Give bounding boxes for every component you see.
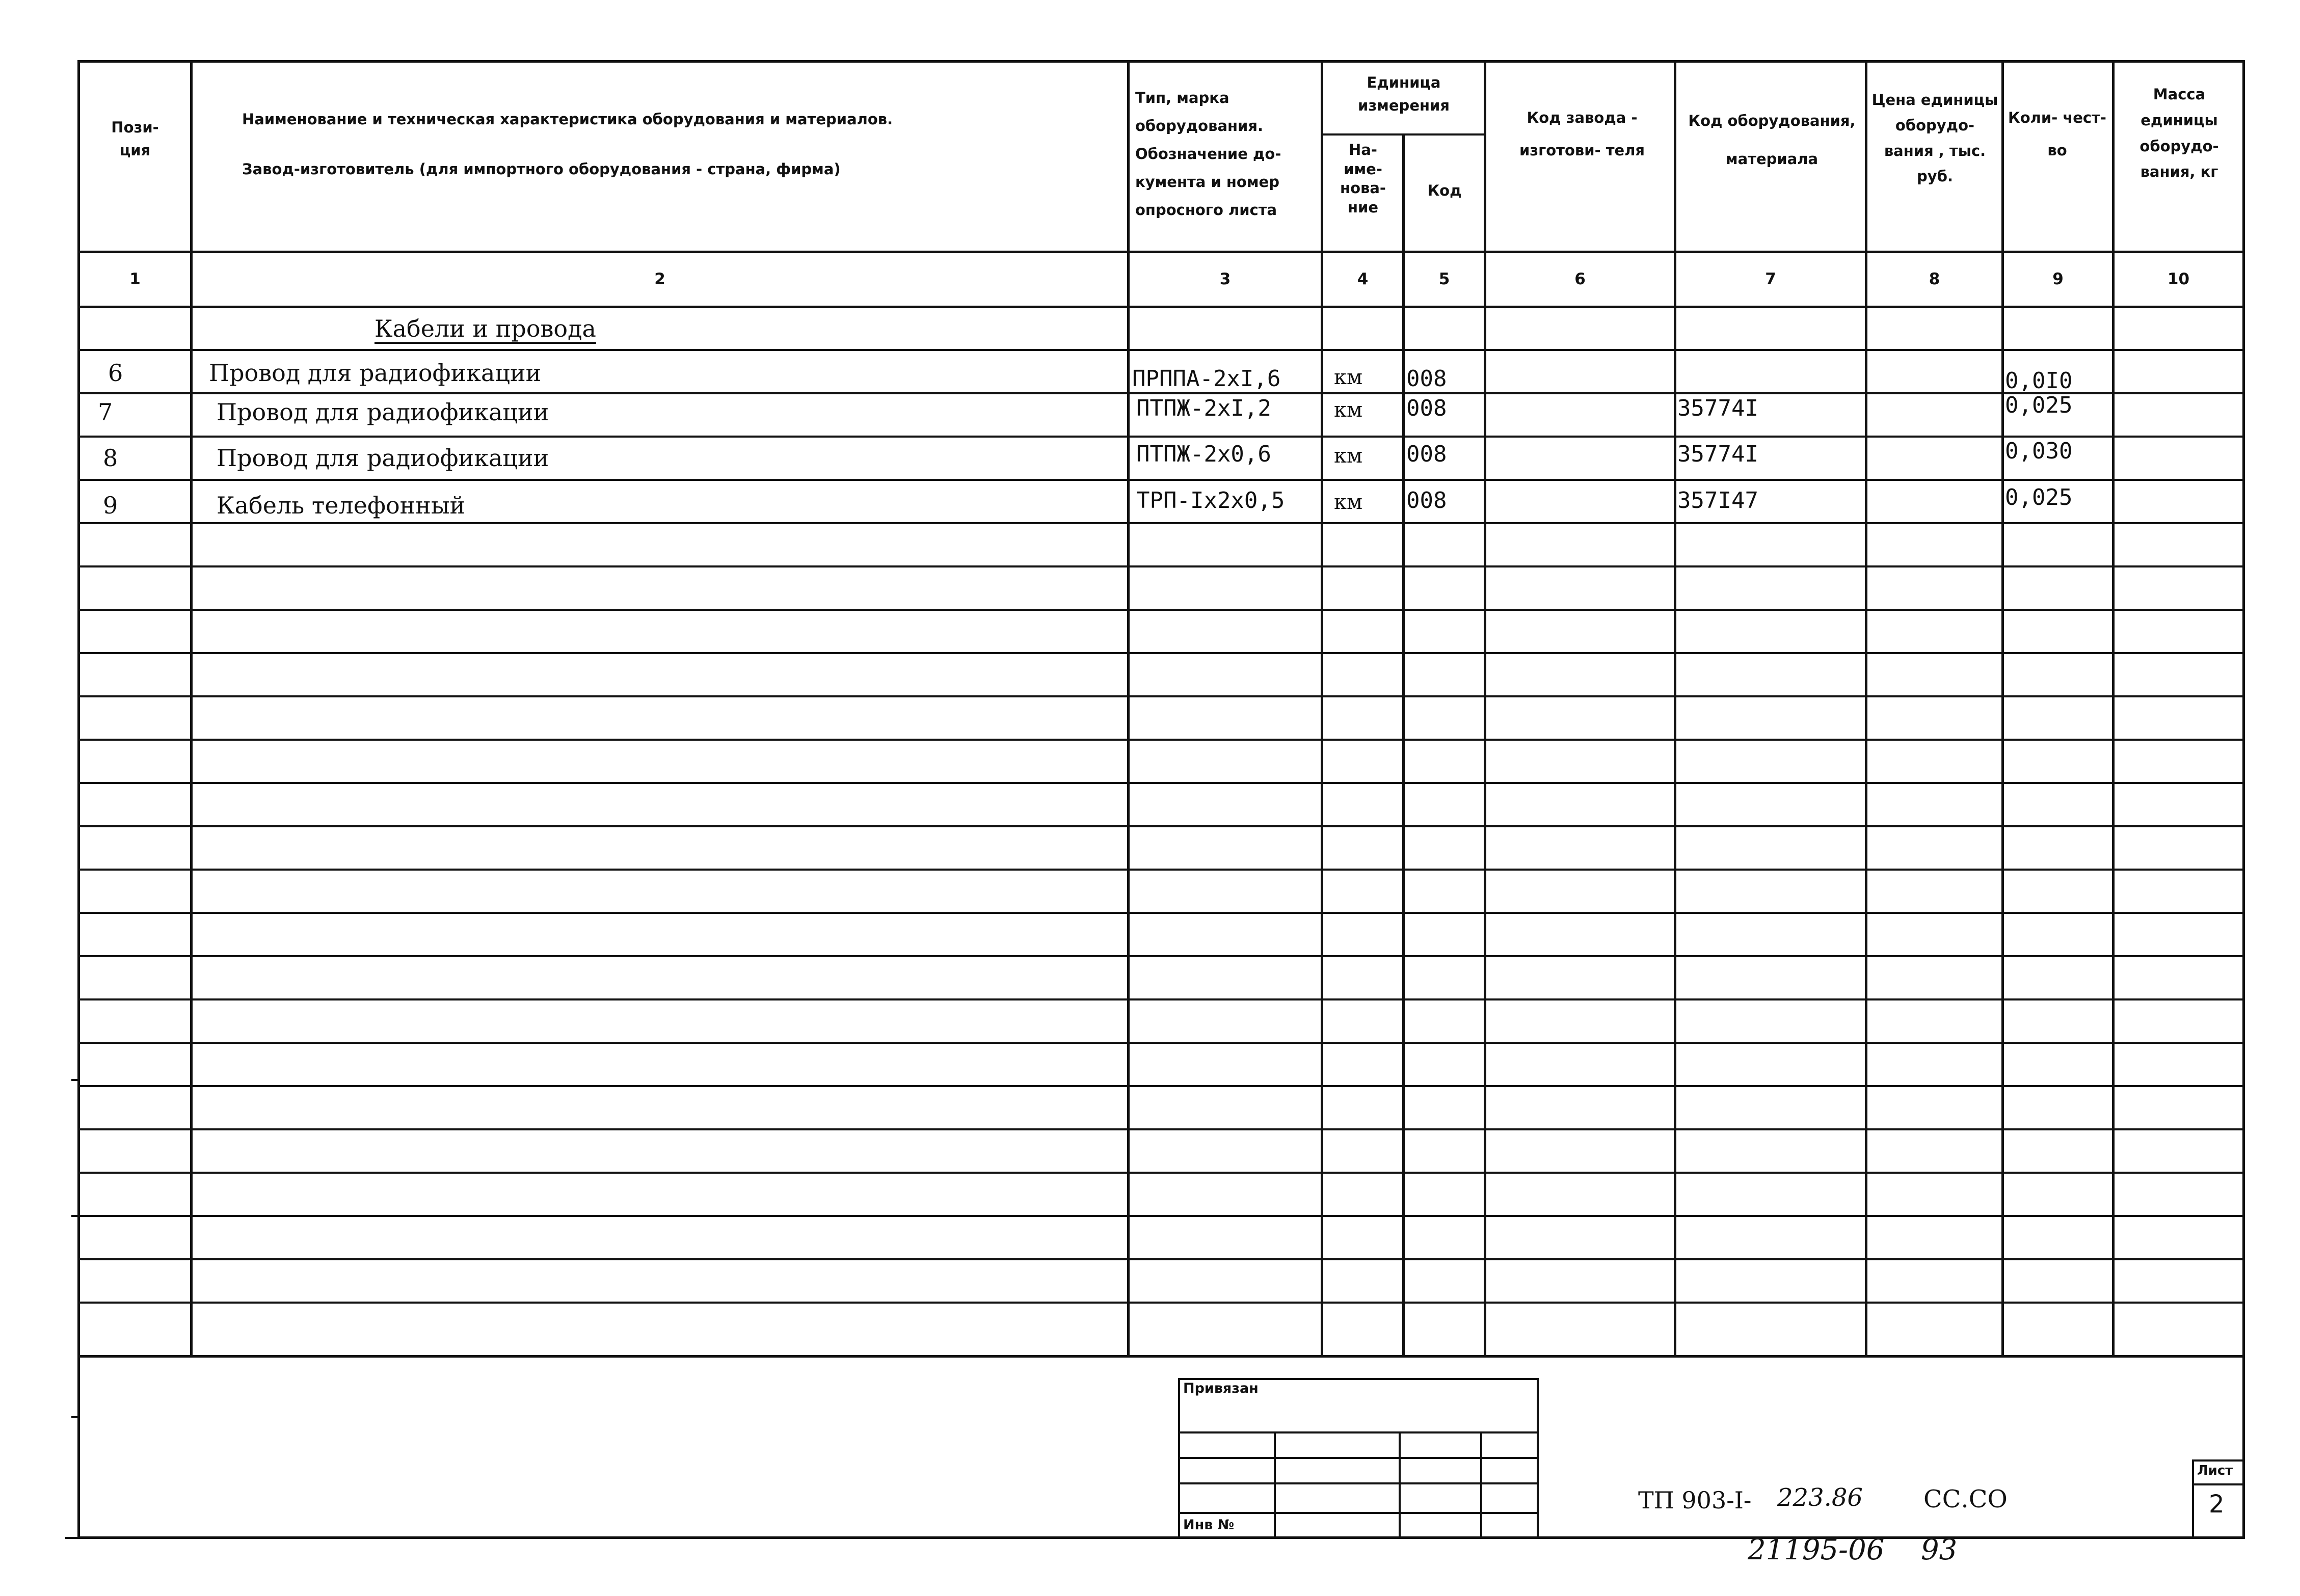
handwritten-page: 93 (1921, 1533, 1958, 1566)
doc-code-handwritten: 223.86 (1777, 1483, 1863, 1512)
row-line (77, 1258, 2245, 1260)
row-line (77, 1172, 2245, 1174)
row-type: ТРП-Iх2х0,5 (1136, 488, 1285, 513)
row-material-code: 35774I (1677, 395, 1758, 421)
row-position: 7 (98, 398, 113, 426)
sheet-label: Лист (2197, 1463, 2233, 1478)
row-line (77, 436, 2245, 438)
row-line (77, 479, 2245, 481)
sheet-number: 2 (2209, 1490, 2225, 1519)
row-line (77, 1042, 2245, 1044)
row-position: 6 (108, 359, 123, 387)
unit-group-divider (1321, 133, 1486, 136)
row-line (77, 998, 2245, 1000)
sheet-box-divider (2192, 1483, 2245, 1485)
row-name: Кабель телефонный (217, 492, 466, 519)
header-material-code: Код оборудования, материала (1688, 112, 1856, 168)
inventory-label: Инв № (1183, 1517, 1235, 1533)
col-divider (1127, 60, 1130, 1358)
column-number: 6 (1574, 270, 1586, 288)
row-name: Провод для радиофикации (209, 359, 542, 387)
margin-tick (71, 1416, 79, 1418)
col-divider (1321, 60, 1323, 1358)
margin-tick (71, 1215, 79, 1217)
column-number: 8 (1929, 270, 1940, 288)
row-type: ПРППА-2хI,6 (1132, 366, 1281, 392)
header-mass: Масса единицы оборудо- вания, кг (2139, 86, 2219, 181)
stamp-divider (1480, 1431, 1482, 1539)
doc-code-prefix: ТП 903-I- (1638, 1486, 1752, 1514)
row-quantity: 0,025 (2005, 392, 2073, 418)
row-line (77, 349, 2245, 351)
margin-tick (71, 1079, 79, 1081)
colnum-bottom-line (77, 306, 2245, 308)
stamp-line (1178, 1431, 1539, 1433)
table-bottom-line (77, 1355, 2245, 1358)
stamp-divider (1274, 1431, 1276, 1539)
col-divider (2001, 60, 2004, 1358)
column-number: 3 (1219, 270, 1231, 288)
row-type: ПТПЖ-2хI,2 (1136, 395, 1271, 421)
stamp-line (1178, 1457, 1539, 1459)
header-unit-code: Код (1427, 182, 1462, 199)
row-material-code: 35774I (1677, 441, 1758, 467)
stamp-line (1178, 1512, 1539, 1514)
row-line (77, 782, 2245, 784)
row-line (77, 1085, 2245, 1087)
row-position: 8 (103, 444, 118, 472)
row-unit: км (1334, 398, 1363, 422)
column-number: 1 (129, 270, 141, 288)
row-quantity: 0,025 (2005, 484, 2073, 510)
row-line (77, 652, 2245, 654)
row-line (77, 565, 2245, 567)
row-quantity: 0,030 (2005, 438, 2073, 464)
row-line (77, 695, 2245, 697)
row-position: 9 (103, 492, 118, 519)
row-quantity: 0,0I0 (2005, 368, 2073, 394)
header-quantity: Коли- чест- во (2008, 109, 2106, 159)
row-unit: км (1334, 366, 1363, 389)
col-divider (2112, 60, 2115, 1358)
row-type: ПТПЖ-2х0,6 (1136, 441, 1271, 467)
header-bottom-line (77, 251, 2245, 253)
header-name-line2: Завод-изготовитель (для импортного оборудования - страна, фирма) (242, 160, 841, 178)
row-line (77, 825, 2245, 827)
section-title: Кабели и провода (375, 315, 596, 342)
row-line (77, 1215, 2245, 1217)
column-number: 9 (2052, 270, 2064, 288)
row-line (77, 522, 2245, 524)
column-number: 4 (1357, 270, 1369, 288)
header-unit-group: Единица измерения (1358, 74, 1450, 114)
row-unit: км (1334, 491, 1363, 514)
doc-suffix: СС.СО (1923, 1485, 2008, 1513)
row-line (77, 609, 2245, 611)
row-line (77, 912, 2245, 914)
col-divider (190, 60, 193, 1358)
header-name-line1: Наименование и техническая характеристика оборудования и материалов. (242, 111, 893, 128)
header-type: Тип, марка оборудования. Обозначение до- кумента и номер опросного листа (1135, 89, 1281, 219)
bound-label: Привязан (1183, 1381, 1259, 1396)
row-material-code: 357I47 (1677, 488, 1758, 513)
bottom-extension-line (65, 1537, 86, 1539)
row-line (77, 739, 2245, 741)
row-unit-code: 008 (1406, 441, 1447, 467)
row-line (77, 392, 2245, 394)
row-line (77, 1302, 2245, 1304)
col-divider (1865, 60, 1867, 1358)
row-unit-code: 008 (1406, 366, 1447, 392)
header-price: Цена единицы оборудо- вания , тыс. руб. (1871, 91, 1998, 185)
row-unit-code: 008 (1406, 395, 1447, 421)
col-divider (1484, 60, 1486, 1358)
stamp-line (1178, 1482, 1539, 1484)
row-unit: км (1334, 444, 1363, 468)
row-line (77, 1128, 2245, 1130)
handwritten-number: 21195-06 (1748, 1533, 1885, 1566)
column-number: 5 (1438, 270, 1450, 288)
stamp-divider (1399, 1431, 1401, 1539)
header-factory-code: Код завода - изготови- теля (1519, 109, 1645, 159)
column-number: 2 (654, 270, 665, 288)
header-unit-name: На- име- нова- ние (1340, 141, 1386, 217)
row-name: Провод для радиофикации (217, 444, 549, 472)
row-unit-code: 008 (1406, 488, 1447, 513)
column-number: 7 (1765, 270, 1776, 288)
row-line (77, 955, 2245, 957)
col-divider (1402, 133, 1405, 1358)
column-number: 10 (2167, 270, 2190, 288)
col-divider (1674, 60, 1676, 1358)
row-name: Провод для радиофикации (217, 398, 549, 426)
header-position: Пози- ция (111, 119, 159, 159)
row-line (77, 869, 2245, 871)
